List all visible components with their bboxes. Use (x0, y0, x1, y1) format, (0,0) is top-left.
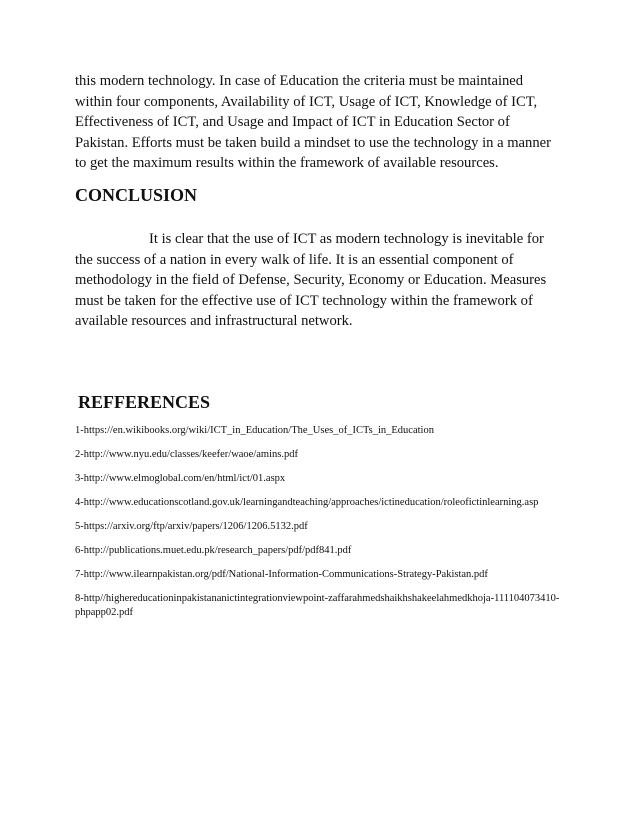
intro-line: Effectiveness of ICT, and Usage and Impact of ICT in Education Sector of (75, 114, 510, 130)
intro-line: Pakistan. Efforts must be taken build a mindset to use the technology in a manner (75, 134, 551, 151)
reference-item: 8-http//highereducationinpakistananictintegrationviewpoint-zaffarahmedshaikhshakeelahmedkhoja-111104073410-phpapp02.pdf (75, 593, 560, 618)
reference-item: 7-http://www.ilearnpakistan.org/pdf/National-Information-Communications-Strategy-Pakistan.pdf (75, 569, 488, 580)
conclusion-line: must be taken for the effective use of ICT technology within the framework of (75, 292, 533, 309)
references-heading: REFFERENCES (78, 392, 211, 412)
conclusion-line: available resources and infrastructural network. (75, 313, 353, 329)
reference-item: 6-http://publications.muet.edu.pk/research_papers/pdf/pdf841.pdf (75, 545, 352, 556)
conclusion-paragraph (75, 229, 555, 332)
intro-line: within four components, Availability of ICT, Usage of ICT, Knowledge of ICT, (75, 93, 538, 110)
intro-line: this modern technology. In case of Education the criteria must be maintained (75, 73, 524, 89)
reference-item: 4-http://www.educationscotland.gov.uk/learningandteaching/approaches/ictineducation/roleofictinlearning.asp (75, 497, 539, 508)
reference-item: 5-https://arxiv.org/ftp/arxiv/papers/1206/1206.5132.pdf (75, 521, 308, 532)
reference-item: 1-https://en.wikibooks.org/wiki/ICT_in_Education/The_Uses_of_ICTs_in_Education (75, 425, 434, 436)
reference-item: 2-http://www.nyu.edu/classes/keefer/waoe/amins.pdf (75, 449, 298, 460)
intro-line: to get the maximum results within the framework of available resources. (75, 155, 499, 171)
intro-paragraph (75, 71, 555, 174)
conclusion-line: It is clear that the use of ICT as modern technology is inevitable for (149, 231, 544, 247)
conclusion-line: the success of a nation in every walk of life. It is an essential component of (75, 251, 514, 268)
conclusion-line: methodology in the field of Defense, Security, Economy or Education. Measures (75, 272, 547, 288)
reference-item: 3-http://www.elmoglobal.com/en/html/ict/01.aspx (75, 473, 286, 484)
conclusion-heading: CONCLUSION (75, 185, 198, 205)
